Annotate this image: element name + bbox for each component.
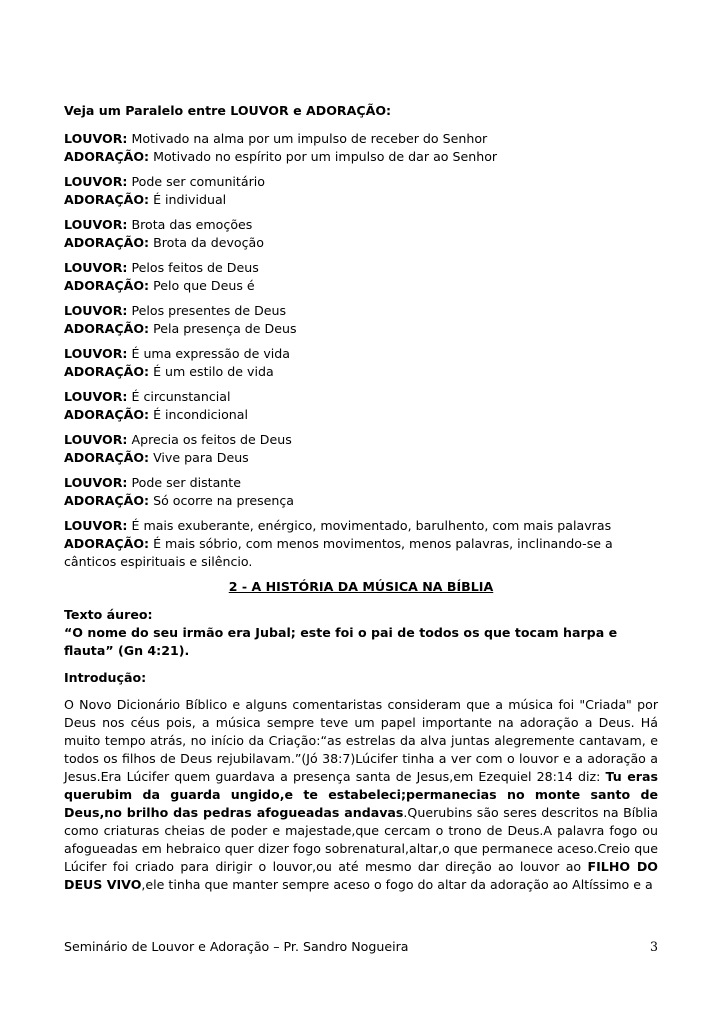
adoracao-line — [64, 363, 658, 381]
louvor-label: LOUVOR: — [64, 475, 128, 490]
texto-aureo-label: Texto áureo: — [64, 607, 153, 622]
adoracao-line — [64, 449, 658, 467]
louvor-text: Pode ser comunitário — [127, 174, 265, 189]
louvor-line — [64, 345, 658, 363]
louvor-label: LOUVOR: — [64, 260, 128, 275]
louvor-line — [64, 259, 658, 277]
adoracao-line — [64, 406, 658, 424]
adoracao-line — [64, 191, 658, 209]
adoracao-text: Pelo que Deus é — [149, 278, 255, 293]
adoracao-line — [64, 277, 658, 295]
adoracao-line — [64, 535, 658, 571]
parallel-heading: Veja um Paralelo entre LOUVOR e ADORAÇÃO: — [64, 103, 392, 118]
introducao-paragraph — [64, 696, 658, 894]
comparison-pair-5 — [64, 302, 658, 338]
adoracao-text: É mais sóbrio, com menos movimentos, menos palavras, inclinando-se a cânticos espirituais e silêncio. — [64, 536, 613, 569]
page-number: 3 — [649, 939, 658, 954]
section-title: 2 - A HISTÓRIA DA MÚSICA NA BÍBLIA — [228, 579, 494, 594]
adoracao-label: ADORAÇÃO: — [64, 493, 150, 508]
texto-aureo-block — [64, 606, 658, 660]
adoracao-line — [64, 320, 658, 338]
louvor-line — [64, 474, 658, 492]
louvor-label: LOUVOR: — [64, 389, 128, 404]
paragraph-text-1: O Novo Dicionário Bíblico e alguns comentaristas consideram que a música foi "Criada" por Deus nos céus pois, a música sempre teve um papel importante na adoração a Deus. Há muito tempo atrás, no início da Criação:“as estrelas da alva juntas alegremente cantavam, e todos os filhos de Deus rejubilavam.”(Jó 38:7)Lúcifer tinha a ver com o louvor e a adoração a Jesus.Era Lúcifer quem guardava a presença santa de Jesus,em Ezequiel 28:14 diz: — [64, 697, 658, 784]
paragraph-text-2: .Querubins são seres descritos na Bíblia como criaturas cheias de poder e majestade,que cercam o trono de Deus.A palavra fogo ou afogueadas em hebraico quer dizer fogo sobrenatural,altar,o que permanece aceso.Creio que Lúcifer foi criado para dirigir o louvor,ou até mesmo dar direção ao louvor ao — [64, 805, 658, 874]
comparison-pair-3 — [64, 216, 658, 252]
comparison-pair-9 — [64, 474, 658, 510]
comparison-pair-8 — [64, 431, 658, 467]
louvor-line — [64, 216, 658, 234]
louvor-label: LOUVOR: — [64, 432, 128, 447]
comparison-pair-6 — [64, 345, 658, 381]
louvor-label: LOUVOR: — [64, 303, 128, 318]
louvor-label: LOUVOR: — [64, 217, 128, 232]
page-content — [64, 102, 658, 903]
adoracao-text: Motivado no espírito por um impulso de dar ao Senhor — [149, 149, 498, 164]
comparison-pair-2 — [64, 173, 658, 209]
comparison-pair-10 — [64, 517, 658, 571]
adoracao-text: É um estilo de vida — [149, 364, 274, 379]
adoracao-label: ADORAÇÃO: — [64, 536, 150, 551]
louvor-text: Motivado na alma por um impulso de receber do Senhor — [127, 131, 488, 146]
comparison-pair-1 — [64, 130, 658, 166]
louvor-line — [64, 517, 658, 535]
louvor-line — [64, 431, 658, 449]
louvor-label: LOUVOR: — [64, 174, 128, 189]
paragraph-text-3: ,ele tinha que manter sempre aceso o fogo do altar da adoração ao Altíssimo e a — [141, 877, 653, 892]
adoracao-line — [64, 492, 658, 510]
adoracao-label: ADORAÇÃO: — [64, 278, 150, 293]
footer-text: Seminário de Louvor e Adoração – Pr. Sandro Nogueira — [64, 939, 409, 954]
adoracao-line — [64, 148, 658, 166]
louvor-line — [64, 173, 658, 191]
louvor-line — [64, 130, 658, 148]
louvor-text: Pode ser distante — [127, 475, 241, 490]
louvor-text: É circunstancial — [127, 389, 231, 404]
louvor-label: LOUVOR: — [64, 131, 128, 146]
texto-aureo-quote: “O nome do seu irmão era Jubal; este foi o pai de todos os que tocam harpa e flauta” (Gn 4:21). — [64, 625, 618, 658]
louvor-text: Brota das emoções — [127, 217, 253, 232]
louvor-text: É mais exuberante, enérgico, movimentado, barulhento, com mais palavras — [127, 518, 612, 533]
adoracao-text: É individual — [149, 192, 227, 207]
introducao-label: Introdução: — [64, 670, 147, 685]
comparison-pair-7 — [64, 388, 658, 424]
adoracao-text: Brota da devoção — [149, 235, 264, 250]
adoracao-label: ADORAÇÃO: — [64, 192, 150, 207]
adoracao-label: ADORAÇÃO: — [64, 149, 150, 164]
adoracao-label: ADORAÇÃO: — [64, 450, 150, 465]
louvor-label: LOUVOR: — [64, 346, 128, 361]
adoracao-text: Só ocorre na presença — [149, 493, 295, 508]
adoracao-line — [64, 234, 658, 252]
louvor-line — [64, 302, 658, 320]
paragraph-bold-name: FILHO DO DEUS VIVO — [64, 859, 658, 892]
louvor-text: É uma expressão de vida — [127, 346, 290, 361]
adoracao-label: ADORAÇÃO: — [64, 364, 150, 379]
adoracao-label: ADORAÇÃO: — [64, 321, 150, 336]
adoracao-text: Pela presença de Deus — [149, 321, 297, 336]
adoracao-text: É incondicional — [149, 407, 248, 422]
louvor-line — [64, 388, 658, 406]
louvor-text: Pelos feitos de Deus — [127, 260, 259, 275]
adoracao-label: ADORAÇÃO: — [64, 235, 150, 250]
comparison-pair-4 — [64, 259, 658, 295]
louvor-text: Aprecia os feitos de Deus — [127, 432, 292, 447]
page-footer — [64, 938, 658, 956]
paragraph-bold-quote: Tu eras querubim da guarda ungido,e te estabeleci;permanecias no monte santo de Deus,no brilho das pedras afogueadas andavas — [64, 769, 658, 820]
adoracao-text: Vive para Deus — [149, 450, 249, 465]
adoracao-label: ADORAÇÃO: — [64, 407, 150, 422]
louvor-text: Pelos presentes de Deus — [127, 303, 287, 318]
louvor-label: LOUVOR: — [64, 518, 128, 533]
